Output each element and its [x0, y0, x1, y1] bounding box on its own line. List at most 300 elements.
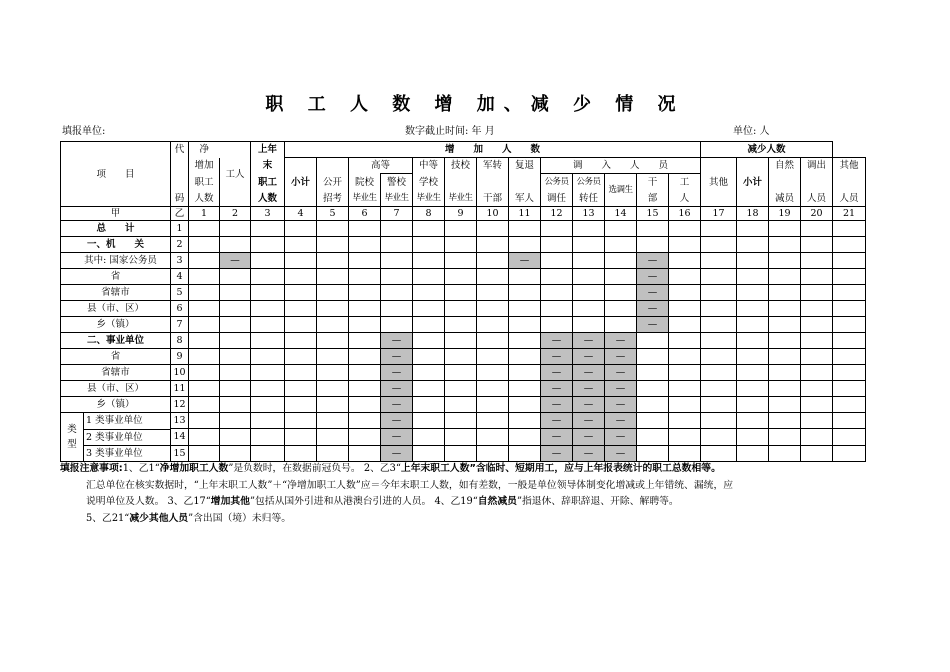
data-cell — [769, 397, 801, 413]
header-diaochu-2: 人员 — [801, 191, 833, 207]
data-cell — [669, 413, 701, 429]
data-cell — [251, 285, 285, 301]
row-label: 省 — [61, 349, 171, 365]
row-code: 13 — [171, 413, 189, 429]
header-worker-blank — [220, 191, 251, 207]
data-cell — [285, 429, 317, 445]
header-gongkai-1 — [317, 158, 349, 174]
na-cell: — — [381, 365, 413, 381]
data-cell — [637, 237, 669, 253]
data-cell — [769, 317, 801, 333]
header-yuanxiao-1: 院校 — [349, 174, 381, 191]
header-gongren2-2: 人 — [669, 191, 701, 207]
data-cell — [445, 397, 477, 413]
data-cell — [669, 221, 701, 237]
data-cell — [445, 301, 477, 317]
table-row — [61, 413, 866, 429]
data-cell — [833, 317, 866, 333]
header-jixiao-2: 毕业生 — [445, 191, 477, 207]
note-4b: 减少其他人员 — [129, 512, 189, 524]
data-cell — [189, 237, 220, 253]
deadline-label: 数字截止时间: 年 月 — [405, 126, 495, 137]
data-cell — [189, 365, 220, 381]
data-cell — [701, 333, 737, 349]
data-cell — [701, 301, 737, 317]
row-code: 7 — [171, 317, 189, 333]
header-junzhuan-2: 干部 — [477, 191, 509, 207]
na-cell: — — [637, 285, 669, 301]
data-cell — [477, 413, 509, 429]
data-cell — [701, 317, 737, 333]
data-cell — [801, 365, 833, 381]
data-cell — [769, 365, 801, 381]
data-cell — [189, 349, 220, 365]
header-ziran-2: 减员 — [769, 191, 801, 207]
data-cell — [285, 253, 317, 269]
row-label: 省 — [61, 269, 171, 285]
data-cell — [445, 237, 477, 253]
data-cell — [509, 429, 541, 445]
data-cell — [801, 221, 833, 237]
data-cell — [317, 365, 349, 381]
data-cell — [251, 237, 285, 253]
data-cell — [477, 285, 509, 301]
data-cell — [769, 429, 801, 445]
notes — [60, 461, 860, 527]
data-cell — [189, 301, 220, 317]
data-cell — [349, 253, 381, 269]
header-qita-blank — [701, 158, 737, 174]
data-cell — [833, 237, 866, 253]
na-cell: — — [605, 333, 637, 349]
header-code-1: 代 — [171, 142, 189, 158]
data-cell — [285, 269, 317, 285]
header-gaodeng: 高等 — [349, 158, 413, 174]
data-cell — [349, 349, 381, 365]
data-cell — [220, 365, 251, 381]
data-cell — [801, 317, 833, 333]
data-cell — [509, 413, 541, 429]
data-cell — [637, 365, 669, 381]
data-cell — [573, 285, 605, 301]
data-cell — [381, 301, 413, 317]
data-cell — [381, 285, 413, 301]
data-cell — [381, 221, 413, 237]
unit-label: 单位: 人 — [733, 126, 770, 137]
data-cell — [413, 381, 445, 397]
data-cell — [737, 381, 769, 397]
data-cell — [251, 333, 285, 349]
row-code: 1 — [171, 221, 189, 237]
col-number: 5 — [317, 207, 349, 221]
data-cell — [701, 445, 737, 461]
data-cell — [285, 285, 317, 301]
data-cell — [509, 333, 541, 349]
data-cell — [285, 349, 317, 365]
note-1a: 1、乙1“ — [122, 463, 160, 474]
data-cell — [189, 253, 220, 269]
na-cell: — — [573, 397, 605, 413]
data-cell — [769, 237, 801, 253]
data-cell — [349, 381, 381, 397]
na-cell: — — [541, 365, 573, 381]
header-increase-title: 增 加 人 数 — [285, 142, 701, 158]
header-jingxiao-2: 毕业生 — [381, 191, 413, 207]
staff-change-table — [60, 141, 866, 462]
page-title: 职 工 人 数 增 加、减 少 情 况 — [265, 94, 685, 115]
header-yuanxiao-2: 毕业生 — [349, 191, 381, 207]
data-cell — [445, 269, 477, 285]
data-cell — [413, 397, 445, 413]
data-cell — [509, 285, 541, 301]
data-cell — [605, 269, 637, 285]
data-cell — [189, 445, 220, 461]
header-diaochu-1: 调出 — [801, 158, 833, 174]
data-cell — [801, 301, 833, 317]
data-cell — [701, 349, 737, 365]
header-net-4: 人数 — [189, 191, 220, 207]
na-cell: — — [573, 429, 605, 445]
header-qita2-1: 其他 — [833, 158, 866, 174]
data-cell — [541, 317, 573, 333]
na-cell: — — [381, 381, 413, 397]
data-cell — [413, 333, 445, 349]
data-cell — [477, 429, 509, 445]
data-cell — [669, 269, 701, 285]
data-cell — [701, 397, 737, 413]
table-row — [61, 349, 866, 365]
table-row — [61, 237, 866, 253]
data-cell — [509, 269, 541, 285]
type-group — [61, 413, 171, 462]
data-cell — [251, 301, 285, 317]
data-cell — [737, 253, 769, 269]
data-cell — [669, 301, 701, 317]
data-cell — [220, 381, 251, 397]
col-number: 12 — [541, 207, 573, 221]
header-xuandiao: 选调生 — [605, 174, 637, 207]
note-1d: 上年末职工人数 — [400, 463, 470, 474]
na-cell: — — [605, 365, 637, 381]
table-row — [61, 397, 866, 413]
data-cell — [737, 445, 769, 461]
na-cell: — — [220, 253, 251, 269]
data-cell — [251, 253, 285, 269]
data-cell — [833, 429, 866, 445]
data-cell — [317, 333, 349, 349]
data-cell — [769, 349, 801, 365]
data-cell — [769, 333, 801, 349]
row-code: 11 — [171, 381, 189, 397]
data-cell — [769, 381, 801, 397]
header-zhongdeng-3: 毕业生 — [413, 191, 445, 207]
data-cell — [445, 381, 477, 397]
data-cell — [801, 333, 833, 349]
data-cell — [189, 333, 220, 349]
data-cell — [737, 333, 769, 349]
data-cell — [477, 365, 509, 381]
na-cell: — — [541, 381, 573, 397]
data-cell — [509, 317, 541, 333]
row-code: 10 — [171, 365, 189, 381]
data-cell — [477, 381, 509, 397]
na-cell: — — [541, 413, 573, 429]
header-ziran-1: 自然 — [769, 158, 801, 174]
header-futui-blank — [509, 174, 541, 191]
table-row — [61, 253, 866, 269]
data-cell — [669, 445, 701, 461]
na-cell: — — [541, 349, 573, 365]
col-number: 10 — [477, 207, 509, 221]
col-number: 13 — [573, 207, 605, 221]
data-cell — [189, 429, 220, 445]
data-cell — [769, 445, 801, 461]
data-cell — [381, 253, 413, 269]
note-line-4 — [60, 511, 860, 528]
data-cell — [285, 301, 317, 317]
data-cell — [701, 365, 737, 381]
na-cell: — — [381, 333, 413, 349]
table-row — [61, 221, 866, 237]
data-cell — [737, 365, 769, 381]
data-cell — [637, 333, 669, 349]
data-cell — [251, 397, 285, 413]
data-cell — [477, 349, 509, 365]
data-cell — [349, 237, 381, 253]
data-cell — [251, 317, 285, 333]
data-cell — [605, 285, 637, 301]
data-cell — [445, 333, 477, 349]
header-qita2-blank — [833, 174, 866, 191]
data-cell — [833, 301, 866, 317]
data-cell — [833, 221, 866, 237]
na-cell: — — [573, 445, 605, 461]
data-cell — [477, 221, 509, 237]
header-gwy-diaoren-2: 调任 — [541, 191, 573, 207]
data-cell — [833, 253, 866, 269]
note-3b: 增加其他 — [210, 496, 250, 507]
data-cell — [669, 429, 701, 445]
col-number: 2 — [220, 207, 251, 221]
note-line-1 — [60, 461, 860, 478]
row-label: 总 计 — [61, 221, 171, 237]
data-cell — [769, 413, 801, 429]
header-gongren2-1: 工 — [669, 174, 701, 191]
data-cell — [509, 237, 541, 253]
data-cell — [573, 253, 605, 269]
row-code: 8 — [171, 333, 189, 349]
data-cell — [189, 285, 220, 301]
data-cell — [737, 285, 769, 301]
data-cell — [637, 445, 669, 461]
data-cell — [285, 413, 317, 429]
col-number: 19 — [769, 207, 801, 221]
data-cell — [349, 365, 381, 381]
data-cell — [445, 221, 477, 237]
data-cell — [413, 349, 445, 365]
header-last-year-1: 上年 — [251, 142, 285, 158]
data-cell — [509, 349, 541, 365]
data-cell — [801, 397, 833, 413]
data-cell — [317, 317, 349, 333]
data-cell — [737, 349, 769, 365]
data-cell — [669, 285, 701, 301]
col-number: 6 — [349, 207, 381, 221]
note-4a: 5、乙21“ — [86, 512, 130, 524]
data-cell — [349, 301, 381, 317]
data-cell — [637, 349, 669, 365]
data-cell — [769, 301, 801, 317]
data-cell — [801, 445, 833, 461]
note-3a: 说明单位及人数。 3、乙17“ — [86, 496, 211, 507]
na-cell: — — [573, 381, 605, 397]
header-net-1: 净 — [189, 142, 220, 158]
data-cell — [669, 349, 701, 365]
data-cell — [637, 221, 669, 237]
data-cell — [220, 333, 251, 349]
data-cell — [737, 397, 769, 413]
data-cell — [349, 397, 381, 413]
row-code: 9 — [171, 349, 189, 365]
data-cell — [477, 333, 509, 349]
data-cell — [605, 253, 637, 269]
na-cell: — — [573, 413, 605, 429]
data-cell — [285, 445, 317, 461]
data-cell — [769, 253, 801, 269]
na-cell: — — [541, 429, 573, 445]
data-cell — [220, 429, 251, 445]
data-cell — [541, 253, 573, 269]
data-cell — [251, 269, 285, 285]
data-cell — [605, 221, 637, 237]
row-label: 县（市、区） — [61, 301, 171, 317]
data-cell — [509, 397, 541, 413]
table-row — [61, 365, 866, 381]
header-yi: 乙 — [171, 207, 189, 221]
data-cell — [541, 237, 573, 253]
na-cell: — — [605, 445, 637, 461]
header-diaochu-blank — [801, 174, 833, 191]
data-cell — [445, 285, 477, 301]
col-number: 21 — [833, 207, 866, 221]
col-number: 9 — [445, 207, 477, 221]
data-cell — [445, 429, 477, 445]
row-label: 2 类事业单位 — [84, 429, 171, 445]
data-cell — [737, 413, 769, 429]
header-last-year-2: 末 — [251, 158, 285, 174]
table-row — [61, 333, 866, 349]
data-cell — [737, 237, 769, 253]
header-ganbu-1: 干 — [637, 174, 669, 191]
data-cell — [833, 365, 866, 381]
note-1e: ”含临时、短期用工，应与上年报表统计的职工总数相等。 — [469, 463, 721, 474]
header-last-year-4: 人数 — [251, 191, 285, 207]
data-cell — [317, 445, 349, 461]
data-cell — [701, 253, 737, 269]
na-cell: — — [637, 317, 669, 333]
data-cell — [251, 429, 285, 445]
row-label: 乡（镇） — [61, 397, 171, 413]
header-dec-subtotal: 小计 — [737, 158, 769, 207]
header-blank — [220, 142, 251, 158]
data-cell — [381, 269, 413, 285]
col-number: 15 — [637, 207, 669, 221]
data-cell — [833, 269, 866, 285]
data-cell — [445, 445, 477, 461]
data-cell — [189, 381, 220, 397]
header-gwy-diaoren-1: 公务员 — [541, 174, 573, 191]
data-cell — [413, 429, 445, 445]
data-cell — [189, 221, 220, 237]
data-cell — [349, 445, 381, 461]
header-gongkai-3: 招考 — [317, 191, 349, 207]
data-cell — [573, 237, 605, 253]
note-3d: 自然减员 — [477, 496, 517, 507]
na-cell: — — [637, 301, 669, 317]
type-label — [61, 413, 84, 461]
header-qita-blank-2 — [701, 191, 737, 207]
data-cell — [701, 413, 737, 429]
header-last-year-3: 职工 — [251, 174, 285, 191]
data-cell — [801, 269, 833, 285]
data-cell — [669, 317, 701, 333]
data-cell — [833, 445, 866, 461]
note-1c: ”是负数时，在数据前冠负号。 2、乙3“ — [228, 463, 401, 474]
header-worker: 工人 — [220, 158, 251, 191]
row-code: 15 — [171, 445, 189, 461]
data-cell — [445, 365, 477, 381]
data-cell — [801, 349, 833, 365]
data-cell — [189, 317, 220, 333]
data-cell — [701, 237, 737, 253]
table-row — [61, 301, 866, 317]
data-cell — [701, 285, 737, 301]
data-cell — [477, 237, 509, 253]
data-cell — [220, 221, 251, 237]
header-junzhuan-blank — [477, 174, 509, 191]
data-cell — [669, 365, 701, 381]
header-futui-2: 军人 — [509, 191, 541, 207]
data-cell — [220, 413, 251, 429]
data-cell — [445, 253, 477, 269]
data-cell — [251, 221, 285, 237]
data-cell — [317, 397, 349, 413]
data-cell — [605, 301, 637, 317]
col-number: 18 — [737, 207, 769, 221]
data-cell — [349, 317, 381, 333]
note-3e: ”指退休、辞职辞退、开除、解聘等。 — [516, 496, 679, 507]
data-cell — [541, 285, 573, 301]
na-cell: — — [573, 333, 605, 349]
data-cell — [349, 333, 381, 349]
data-cell — [801, 253, 833, 269]
note-line-2: 汇总单位在核实数据时，“上年末职工人数”＋“净增加职工人数”应＝今年末职工人数，如有差数，一般是单位领导体制变化增减或上年错统、漏统，应 — [86, 479, 734, 491]
na-cell: — — [605, 349, 637, 365]
data-cell — [833, 413, 866, 429]
col-number: 3 — [251, 207, 285, 221]
data-cell — [251, 365, 285, 381]
data-cell — [669, 333, 701, 349]
data-cell — [637, 429, 669, 445]
data-cell — [801, 429, 833, 445]
note-line-3 — [60, 494, 860, 511]
data-cell — [541, 221, 573, 237]
header-jixiao-blank — [445, 174, 477, 191]
header-decrease-title: 减少人数 — [701, 142, 833, 158]
data-cell — [349, 413, 381, 429]
data-cell — [349, 221, 381, 237]
data-cell — [573, 317, 605, 333]
